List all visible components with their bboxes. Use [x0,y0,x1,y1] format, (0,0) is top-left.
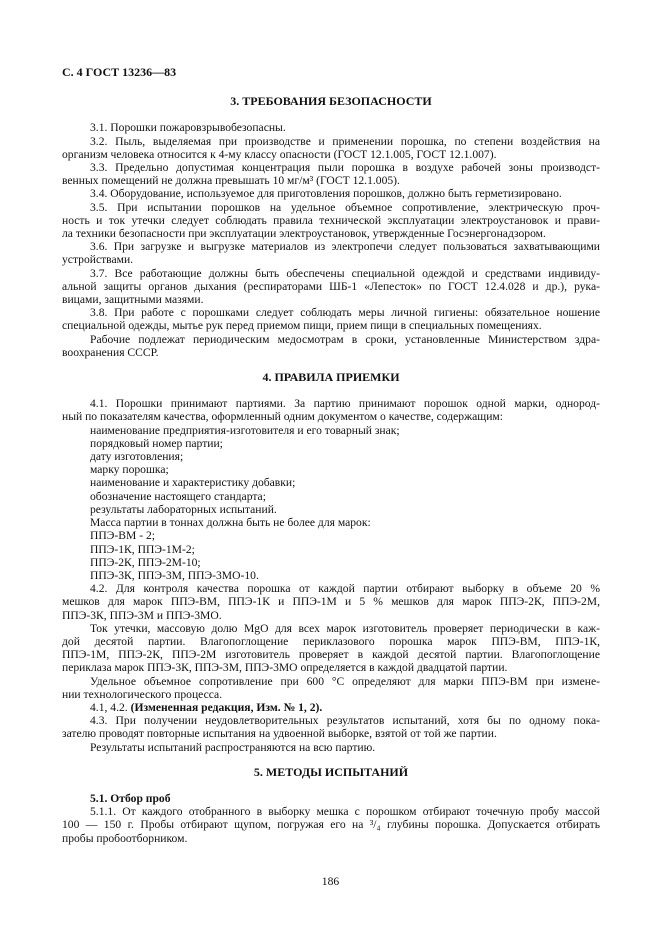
paragraph [62,582,600,622]
text-line: 100 — 150 г. Пробы отбирают щупом, погружая его на ³/₄ глубины порошка. Допускается отбирать [62,818,600,832]
text-line: ность и ток утечки следует соблюдать правила технической эксплуатации электроустановок и прави- [62,213,600,227]
list-item: порядковый номер партии; [90,436,223,450]
text-line: 3.5. При испытании порошков на удельное объемное сопротивление, электрическую проч- [90,200,600,214]
text-line: альной защиты органов дыхания (респираторами ШБ-1 «Лепесток» по ГОСТ 12.4.028 и др.), рука- [62,279,600,293]
text-line: 3.1. Порошки пожаровзрывобезопасны. [90,121,286,135]
list-item: результаты лабораторных испытаний. [90,502,277,516]
paragraph [62,805,600,845]
paragraph [62,333,600,359]
paragraph [62,675,600,701]
section-heading: 3. ТРЕБОВАНИЯ БЕЗОПАСНОСТИ [230,94,432,109]
paragraph [62,135,600,161]
text-line: устройствами. [62,253,134,267]
list-item: наименование и характеристику добавки; [90,476,296,490]
list-item: дату изготовления; [90,450,184,464]
text-line: ла техники безопасности при эксплуатации электроустановок, утвержденные Госэнергонадзором. [62,227,546,241]
text-line: ППЭ-1М, ППЭ-2К, ППЭ-2М изготовитель проверяет в каждой десятой партии. Влагопоглощение [62,648,600,662]
paragraph [62,714,600,740]
text-line: 3.2. Пыль, выделяемая при производстве и применении порошка, по степени воздействия на [90,134,600,148]
amendment-ref: 4.1, 4.2. [90,700,131,714]
text-line: Удельное объемное сопротивление при 600 °С определяют для марки ППЭ-ВМ при измене- [90,674,600,688]
text-line: дой десятой партии. Влагопоглощение периклазового порошка марок ППЭ-ВМ, ППЭ-1К, [62,634,600,648]
text-line: 3.8. При работе с порошками следует соблюдать меры личной гигиены: обязательное ношение [90,306,600,320]
text-line: Ток утечки, массовую долю MgO для всех марок изготовитель проверяет периодически в каж- [90,621,600,635]
text-line: периклаза марок ППЭ-3К, ППЭ-3М, ППЭ-3МО определяется в каждой двадцатой партии. [62,661,508,675]
paragraph [62,397,600,423]
document-page [62,66,600,845]
amendment-note [62,701,600,714]
list-item: ППЭ-2К, ППЭ-2М-10; [90,555,201,569]
page-number: 186 [321,875,340,888]
text-line: пробы пробоотборником. [62,831,188,845]
text-line: 3.7. Все работающие должны быть обеспечены специальной одеждой и средствами индивиду- [90,266,600,280]
paragraph [62,306,600,332]
section-heading: 5. МЕТОДЫ ИСПЫТАНИЙ [253,764,409,779]
paragraph [62,121,600,134]
text-line: 3.3. Предельно допустимая концентрация пыли порошка в воздухе рабочей зоны производст- [90,161,600,175]
text-line: зателю проводят повторные испытания на удвоенной выборке, взятой от той же партии. [62,727,497,741]
paragraph [62,267,600,307]
text-line: вицами, защитными мазями. [62,293,204,307]
list-item: марку порошка; [90,463,169,477]
paragraph [62,161,600,187]
text-line: нии технологического процесса. [62,687,223,701]
section-heading: 4. ПРАВИЛА ПРИЕМКИ [262,370,400,385]
text-line: 4.2. Для контроля качества порошка от каждой партии отбирают выборку в объеме 20 % [90,582,600,596]
text-line: 4.1. Порошки принимают партиями. За партию принимают порошок одной марки, однород- [90,397,600,411]
paragraph [62,741,600,754]
text-line: 4.3. При получении неудовлетворительных результатов испытаний, хотя бы по одному пока- [90,714,600,728]
text-line: ППЭ-3К, ППЭ-3М и ППЭ-3МО. [62,608,222,622]
list-item: ППЭ-3К, ППЭ-3М, ППЭ-3МО-10. [90,568,259,582]
list-item: ППЭ-ВМ - 2; [90,529,155,543]
text-line: Рабочие подлежат периодическим медосмотрам в сроки, установленные Министерством здра- [90,332,600,346]
text-line: воохранения СССР. [62,345,159,359]
text-line: мешков для марок ППЭ-ВМ, ППЭ-1К и ППЭ-1М и 5 % мешков для марок ППЭ-2К, ППЭ-2М, [62,595,600,609]
paragraph [62,201,600,241]
list-item: обозначение настоящего стандарта; [90,489,266,503]
text-line: Результаты испытаний распространяются на всю партию. [90,740,376,754]
subsection-heading: 5.1. Отбор проб [90,791,171,805]
text-line: 3.6. При загрузке и выгрузке материалов из электропечи следует пользоваться захватывающими [90,240,600,254]
paragraph [62,187,600,200]
list-item: ППЭ-1К, ППЭ-1М-2; [90,542,195,556]
paragraph [62,622,600,675]
paragraph [62,240,600,266]
document-header: С. 4 ГОСТ 13236—83 [62,65,177,79]
document-body [62,95,600,845]
text-line: 3.4. Оборудование, используемое для приготовления порошков, должно быть герметизировано. [90,187,562,201]
amendment-text: (Измененная редакция, Изм. № 1, 2). [130,700,323,714]
list-item: наименование предприятия-изготовителя и его товарный знак; [90,423,400,437]
text-line: венных помещений не должна превышать 10 мг/м³ (ГОСТ 12.1.005). [62,174,400,188]
list-item: Масса партии в тоннах должна быть не более для марок: [90,516,371,530]
text-line: 5.1.1. От каждого отобранного в выборку мешка с порошком отбирают точечную пробу массой [90,805,600,819]
text-line: специальной одежды, мытье рук перед приемом пищи, прием пищи в специальных помещениях. [62,319,542,333]
text-line: ный по показателям качества, оформленный одним документом о качестве, содержащим: [62,410,503,424]
text-line: организм человека относится к 4-му классу опасности (ГОСТ 12.1.005, ГОСТ 12.1.007). [62,147,497,161]
